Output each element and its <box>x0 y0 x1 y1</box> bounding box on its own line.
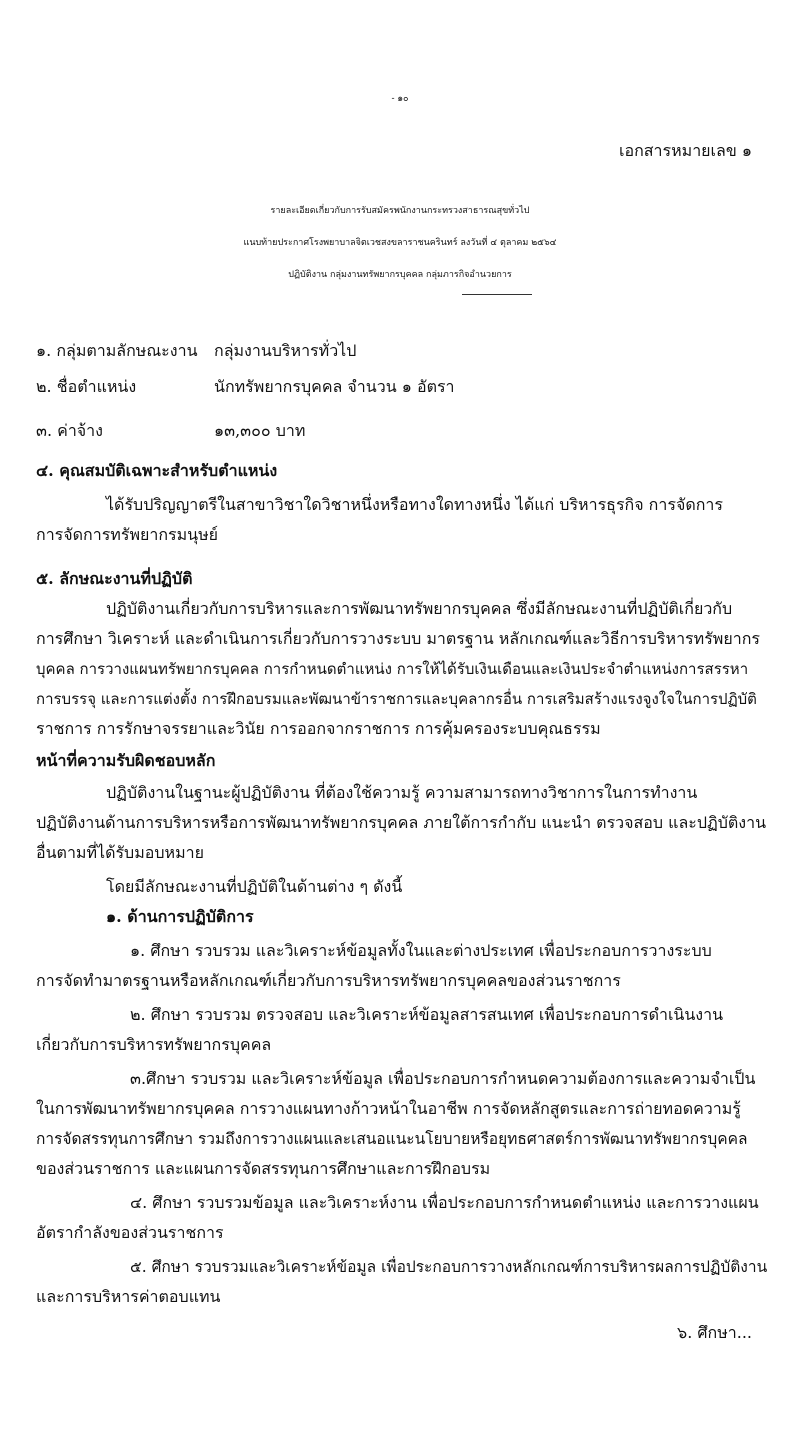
field-value-wage: ๑๓,๓๐๐ บาท <box>214 421 306 440</box>
continuation-text: ๖. ศึกษา... <box>677 1323 752 1342</box>
duty-item-3-line-4: ของส่วนราชการ และแผนการจัดสรรทุนการศึกษาและการฝึกอบรม <box>36 1159 491 1178</box>
section-5-line-1: ปฏิบัติงานเกี่ยวกับการบริหารและการพัฒนาทรัพยากรบุคคล ซึ่งมีลักษณะงานที่ปฏิบัติเกี่ยวกับ <box>106 599 733 618</box>
duty-item-5-line-1: ๕. ศึกษา รวบรวมและวิเคราะห์ข้อมูล เพื่อประกอบการวางหลักเกณฑ์การบริหารผลการปฏิบัติงาน <box>130 1258 768 1276</box>
section-5-heading: ๕. ลักษณะงานที่ปฏิบัติ <box>36 569 193 588</box>
header-line-2: แนบท้ายประกาศโรงพยาบาลจิตเวชสงขลาราชนครินทร์ ลงวันที่ ๔ ตุลาคม ๒๕๖๔ <box>243 238 557 248</box>
duty-item-2-line-2: เกี่ยวกับการบริหารทรัพยากรบุคคล <box>36 1035 272 1054</box>
section-5-line-2: การศึกษา วิเคราะห์ และดำเนินการเกี่ยวกับการวางระบบ มาตรฐาน หลักเกณฑ์และวิธีการบริหารทรัพยากร <box>36 629 760 648</box>
duty-item-4-line-2: อัตรากำลังของส่วนราชการ <box>36 1223 224 1242</box>
duty-item-1-line-1: ๑. ศึกษา รวบรวม และวิเคราะห์ข้อมูลทั้งในและต่างประเทศ เพื่อประกอบการวางระบบ <box>130 941 712 960</box>
duties-subheading: ๑. ด้านการปฏิบัติการ <box>106 907 254 926</box>
duty-item-5-line-2: และการบริหารค่าตอบแทน <box>36 1287 221 1306</box>
duties-line-3: อื่นตามที่ได้รับมอบหมาย <box>36 843 204 862</box>
section-4-line-1: ได้รับปริญญาตรีในสาขาวิชาใดวิชาหนึ่งหรือทางใดทางหนึ่ง ได้แก่ บริหารธุรกิจ การจัดการ <box>106 495 723 514</box>
field-label-group: ๑. กลุ่มตามลักษณะงาน <box>36 341 198 360</box>
duties-heading: หน้าที่ความรับผิดชอบหลัก <box>36 751 216 770</box>
section-5-line-5: ราชการ การรักษาจรรยาและวินัย การออกจากราชการ การคุ้มครองระบบคุณธรรม <box>36 719 601 738</box>
header-underline <box>462 294 532 295</box>
section-4-line-2: การจัดการทรัพยากรมนุษย์ <box>36 525 219 544</box>
duties-line-1: ปฏิบัติงานในฐานะผู้ปฏิบัติงาน ที่ต้องใช้ความรู้ ความสามารถทางวิชาการในการทำงาน <box>106 783 698 802</box>
duty-item-3-line-1: ๓.ศึกษา รวบรวม และวิเคราะห์ข้อมูล เพื่อประกอบการกำหนดความต้องการและความจำเป็น <box>130 1069 756 1088</box>
section-5-line-4: การบรรจุ และการแต่งตั้ง การฝึกอบรมและพัฒนาข้าราชการและบุคลากรอื่น การเสริมสร้างแรงจูงใจในการปฏิบัติ <box>36 690 757 708</box>
field-value-position: นักทรัพยากรบุคคล จำนวน ๑ อัตรา <box>214 377 455 396</box>
field-value-group: กลุ่มงานบริหารทั่วไป <box>214 341 357 360</box>
duty-item-3-line-3: การจัดสรรทุนการศึกษา รวมถึงการวางแผนและเสนอแนะนโยบายหรือยุทธศาสตร์การพัฒนาทรัพยากรบุคคล <box>36 1130 748 1148</box>
field-label-wage: ๓. ค่าจ้าง <box>36 421 103 440</box>
duty-item-4-line-1: ๔. ศึกษา รวบรวมข้อมูล และวิเคราะห์งาน เพื่อประกอบการกำหนดตำแหน่ง และการวางแผน <box>130 1193 759 1212</box>
duty-item-3-line-2: ในการพัฒนาทรัพยากรบุคคล การวางแผนทางก้าวหน้าในอาชีพ การจัดหลักสูตรและการถ่ายทอดความรู้ <box>36 1099 741 1118</box>
section-5-line-3: บุคคล การวางแผนทรัพยากรบุคคล การกำหนดตำแหน่ง การให้ได้รับเงินเดือนและเงินประจำตำแหน่งการสรรหา <box>36 660 749 678</box>
duties-line-2: ปฏิบัติงานด้านการบริหารหรือการพัฒนาทรัพยากรบุคคล ภายใต้การกำกับ แนะนำ ตรวจสอบ และปฏิบัติงาน <box>36 813 767 832</box>
duties-intro: โดยมีลักษณะงานที่ปฏิบัติในด้านต่าง ๆ ดังนี้ <box>106 877 403 896</box>
section-4-heading: ๔. คุณสมบัติเฉพาะสำหรับตำแหน่ง <box>36 461 278 480</box>
duty-item-2-line-1: ๒. ศึกษา รวบรวม ตรวจสอบ และวิเคราะห์ข้อมูลสารสนเทศ เพื่อประกอบการดำเนินงาน <box>130 1005 724 1024</box>
field-label-position: ๒. ชื่อตำแหน่ง <box>36 377 137 396</box>
header-line-1: รายละเอียดเกี่ยวกับการรับสมัครพนักงานกระทรวงสาธารณสุขทั่วไป <box>270 206 530 216</box>
page-number: - ๑๐ <box>391 94 409 104</box>
duty-item-1-line-2: การจัดทำมาตรฐานหรือหลักเกณฑ์เกี่ยวกับการบริหารทรัพยากรบุคคลของส่วนราชการ <box>36 971 621 990</box>
header-line-3: ปฏิบัติงาน กลุ่มงานทรัพยากรบุคคล กลุ่มภารกิจอำนวยการ <box>288 270 512 280</box>
document-number: เอกสารหมายเลข ๑ <box>618 141 752 160</box>
